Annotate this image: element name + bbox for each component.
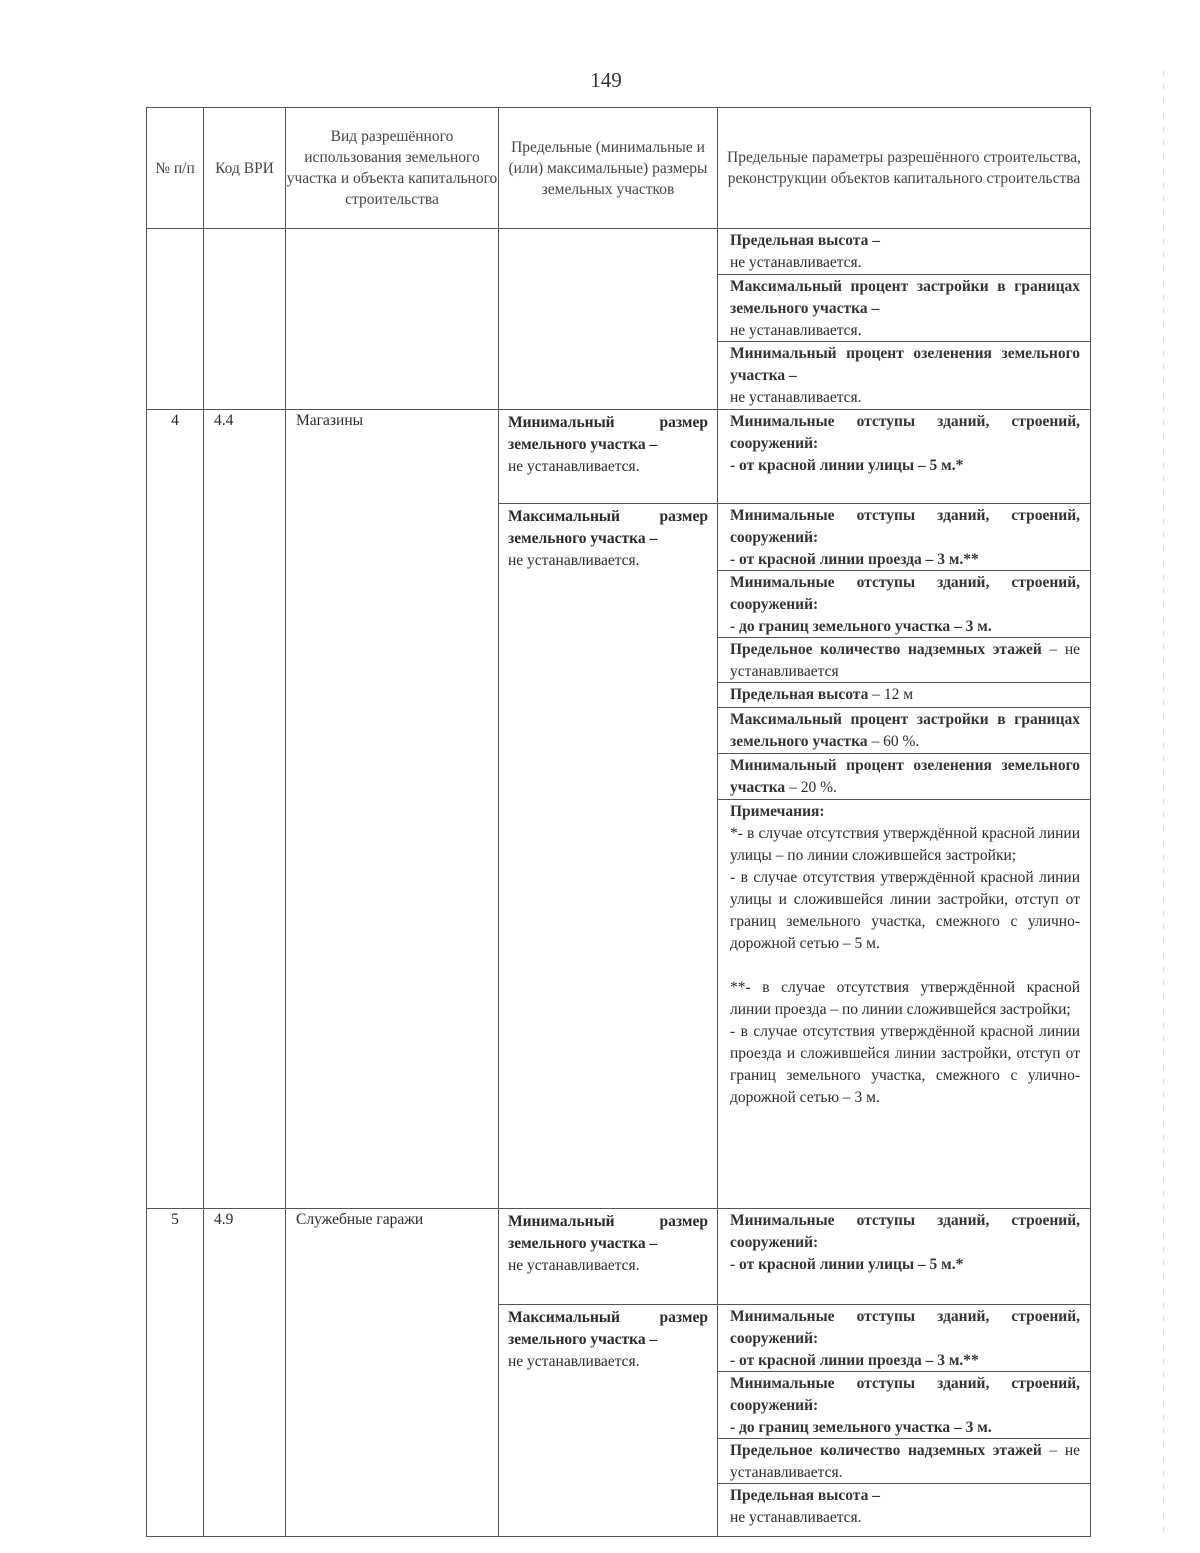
param-block: Минимальные отступы зданий, строений, сооружений: - от красной линии улицы – 5 м.* <box>730 1212 1080 1273</box>
cell-params <box>718 504 1091 1209</box>
page-number: 149 <box>590 68 622 92</box>
param-block: Предельная высота – не устанавливается. <box>730 1487 880 1526</box>
table-header-row <box>147 108 1091 229</box>
header-number: № п/п <box>147 108 204 229</box>
row-vri: Служебные гаражи <box>286 1209 499 1537</box>
note-paragraph: *- в случае отсутствия утверждённой красной линии улицы – по линии сложившейся застройки; <box>730 825 1080 864</box>
table-row-continuation <box>147 229 1091 410</box>
param-block: Предельная высота – не устанавливается. <box>718 229 1090 275</box>
param-block: Минимальные отступы зданий, строений, сооружений: - от красной линии улицы – 5 м.* <box>730 413 1080 474</box>
cell-params <box>718 1305 1091 1537</box>
min-plot-size: Минимальный размер земельного участка – не устанавливается. <box>499 1209 718 1305</box>
param-block: Минимальные отступы зданий, строений, сооружений: - от красной линии проезда – 3 м.** <box>718 1305 1090 1372</box>
param-block: Предельное количество надземных этажей – не устанавливается. <box>718 1439 1090 1484</box>
note-paragraph: - в случае отсутствия утверждённой красной линии проезда и сложившейся линии застройки, отступ от границ земельного участка, смежного с улично-дорожной сетью – 3 м. <box>730 1023 1080 1106</box>
cell-params <box>718 229 1091 410</box>
notes-block <box>718 800 1090 1110</box>
param-block: Максимальный процент застройки в границах земельного участка – 60 %. <box>718 708 1090 754</box>
param-block: Минимальные отступы зданий, строений, сооружений: - от красной линии проезда – 3 м.** <box>718 504 1090 571</box>
cell-number <box>147 229 204 410</box>
cell-params <box>718 410 1091 504</box>
max-plot-size: Максимальный размер земельного участка – не устанавливается. <box>499 504 718 1209</box>
param-block: Предельная высота – 12 м <box>718 683 1090 708</box>
header-params: Предельные параметры разрешённого строительства, реконструкции объектов капитального строительства <box>718 108 1091 229</box>
param-block: Предельное количество надземных этажей – не устанавливается <box>718 638 1090 683</box>
cell-params <box>718 1209 1091 1305</box>
cell-vri <box>286 229 499 410</box>
row-vri: Магазины <box>286 410 499 1209</box>
table-row <box>147 1209 1091 1305</box>
param-block: Минимальный процент озеленения земельного участка – не устанавливается. <box>730 345 1080 406</box>
param-block: Минимальный процент озеленения земельного участка – 20 %. <box>718 754 1090 800</box>
row-number: 4 <box>147 410 204 1209</box>
scan-margin-line <box>1163 70 1164 1540</box>
param-block: Максимальный процент застройки в границах земельного участка – не устанавливается. <box>718 275 1090 342</box>
header-code: Код ВРИ <box>204 108 286 229</box>
max-plot-size: Максимальный размер земельного участка – не устанавливается. <box>499 1305 718 1537</box>
param-block: Минимальные отступы зданий, строений, сооружений: - до границ земельного участка – 3 м. <box>718 1372 1090 1439</box>
row-code: 4.4 <box>204 410 286 1209</box>
regulations-table <box>146 107 1091 1537</box>
table-row <box>147 410 1091 504</box>
param-block: Минимальные отступы зданий, строений, сооружений: - до границ земельного участка – 3 м. <box>718 571 1090 638</box>
note-paragraph: **- в случае отсутствия утверждённой красной линии проезда – по линии сложившейся застройки; <box>730 979 1080 1018</box>
notes-title: Примечания: <box>730 803 825 820</box>
cell-code <box>204 229 286 410</box>
header-plot-size: Предельные (минимальные и (или) максимальные) размеры земельных участков <box>499 108 718 229</box>
note-paragraph: - в случае отсутствия утверждённой красной линии улицы и сложившейся линии застройки, отступ от границ земельного участка, смежного с улично-дорожной сетью – 5 м. <box>730 869 1080 952</box>
row-code: 4.9 <box>204 1209 286 1537</box>
min-plot-size: Минимальный размер земельного участка – не устанавливается. <box>499 410 718 504</box>
header-vri: Вид разрешённого использования земельного участка и объекта капитального строительства <box>286 108 499 229</box>
row-number: 5 <box>147 1209 204 1537</box>
cell-plot-size <box>499 229 718 410</box>
